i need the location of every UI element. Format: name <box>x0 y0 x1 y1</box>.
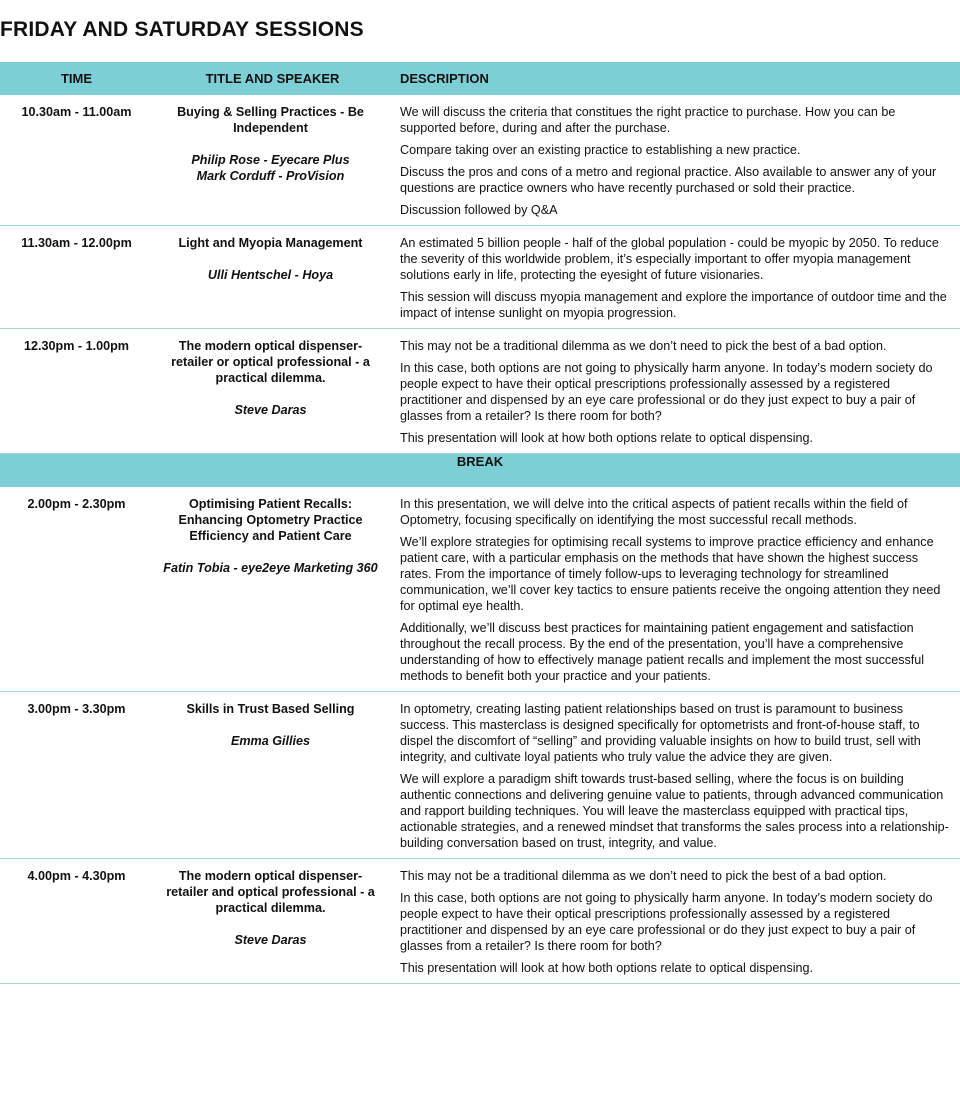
description-paragraph: In this presentation, we will delve into the critical aspects of patient recalls within the field of Optometry, focusing specifically on identifying the most successful recall methods. <box>400 497 908 527</box>
session-description <box>392 859 960 984</box>
description-paragraph: This presentation will look at how both options relate to optical dispensing. <box>400 961 814 975</box>
table-header-row <box>0 62 960 95</box>
description-paragraph: Discussion followed by Q&A <box>400 203 558 217</box>
session-time: 3.00pm - 3.30pm <box>0 692 153 859</box>
description-paragraph: In this case, both options are not going to physically harm anyone. In today’s modern society do people expect to have their optical prescriptions professionally assessed by a registered practitioner and dispensed by an eye care professional or do they just expect to buy a pair of glasses from a retailer? Is there room for both? <box>400 361 933 423</box>
session-speakers <box>163 267 378 283</box>
session-title: Optimising Patient Recalls: Enhancing Optometry Practice Efficiency and Patient Care <box>178 497 363 543</box>
session-speaker: Emma Gillies <box>230 734 311 748</box>
break-row <box>0 454 960 488</box>
description-paragraph: This presentation will look at how both options relate to optical dispensing. <box>400 431 814 445</box>
session-title: The modern optical dispenser-retailer and optical professional - a practical dilemma. <box>166 869 375 915</box>
session-title: The modern optical dispenser-retailer or optical professional - a practical dilemma. <box>171 339 370 385</box>
session-speakers <box>163 402 378 418</box>
session-time: 2.00pm - 2.30pm <box>0 487 153 692</box>
description-paragraph: We’ll explore strategies for optimising recall systems to improve practice efficiency and enhance patient care, with a particular emphasis on the methods that have shown the highest success rates. From the importance of timely follow-ups to leveraging technology for streamlined communication, we’ll cover key tactics to ensure patients receive the ongoing attention they need for optimal eye health. <box>400 535 941 613</box>
session-description <box>392 329 960 454</box>
description-paragraph: Additionally, we’ll discuss best practices for maintaining patient engagement and satisfaction throughout the recall process. By the end of the presentation, you’ll have a comprehensive understanding of how to effectively manage patient recalls and implement the most successful methods to benefit both your practice and your patients. <box>400 621 925 683</box>
sessions-table <box>0 62 960 984</box>
session-title-cell <box>153 226 392 329</box>
session-title-cell <box>153 95 392 226</box>
session-title: Light and Myopia Management <box>178 236 363 250</box>
session-title: Buying & Selling Practices - Be Independent <box>177 105 364 135</box>
description-paragraph: This may not be a traditional dilemma as we don’t need to pick the best of a bad option. <box>400 869 887 883</box>
session-time: 12.30pm - 1.00pm <box>0 329 153 454</box>
session-title-cell <box>153 692 392 859</box>
session-row <box>0 692 960 859</box>
session-speakers <box>163 152 378 184</box>
session-row <box>0 329 960 454</box>
session-speakers <box>163 733 378 749</box>
description-paragraph: Discuss the pros and cons of a metro and regional practice. Also available to answer any of your questions are practice owners who have recently purchased or sold their practice. <box>400 165 937 195</box>
session-speaker: Ulli Hentschel - Hoya <box>207 268 334 282</box>
session-speaker: Steve Daras <box>234 403 307 417</box>
session-speaker: Mark Corduff - ProVision <box>196 169 345 183</box>
description-paragraph: We will discuss the criteria that constitues the right practice to purchase. How you can be supported before, during and after the purchase. <box>400 105 896 135</box>
header-description: DESCRIPTION <box>392 62 960 95</box>
description-paragraph: In optometry, creating lasting patient relationships based on trust is paramount to business success. This masterclass is designed specifically for optometrists and front-of-house staff, to dispel the discomfort of “selling” and providing valuable insights on how to build trust, sell with integrity, and cultivate loyal patients who truly value the advice they are given. <box>400 702 921 764</box>
session-speaker: Philip Rose - Eyecare Plus <box>191 153 350 167</box>
session-title: Skills in Trust Based Selling <box>186 702 355 716</box>
description-paragraph: We will explore a paradigm shift towards trust-based selling, where the focus is on building authentic connections and delivering genuine value to patients, through advanced communication and rapport building techniques. You will leave the masterclass equipped with practical tips, actionable strategies, and a renewed mindset that transforms the sales process into a relationship-building conversation based on trust, integrity, and value. <box>400 772 949 850</box>
session-description <box>392 95 960 226</box>
session-description <box>392 487 960 692</box>
session-description <box>392 692 960 859</box>
session-title-cell <box>153 859 392 984</box>
session-title-cell <box>153 487 392 692</box>
description-paragraph: Compare taking over an existing practice to establishing a new practice. <box>400 143 801 157</box>
session-speakers <box>163 560 378 576</box>
description-paragraph: This session will discuss myopia management and explore the importance of outdoor time and the impact of intense sunlight on myopia progression. <box>400 290 947 320</box>
session-time: 11.30am - 12.00pm <box>0 226 153 329</box>
session-time: 4.00pm - 4.30pm <box>0 859 153 984</box>
session-time: 10.30am - 11.00am <box>0 95 153 226</box>
session-speakers <box>163 932 378 948</box>
header-title-speaker: TITLE AND SPEAKER <box>153 62 392 95</box>
description-paragraph: In this case, both options are not going to physically harm anyone. In today’s modern society do people expect to have their optical prescriptions professionally assessed by a registered practitioner and dispensed by an eye care professional or do they just expect to buy a pair of glasses from a retailer? Is there room for both? <box>400 891 933 953</box>
description-paragraph: An estimated 5 billion people - half of the global population - could be myopic by 2050. To reduce the severity of this worldwide problem, it’s especially important to offer myopia management solutions early in life, protecting the eyesight of future visionaries. <box>400 236 939 282</box>
header-time: TIME <box>0 62 153 95</box>
page-title: FRIDAY AND SATURDAY SESSIONS <box>0 18 364 41</box>
description-paragraph: This may not be a traditional dilemma as we don’t need to pick the best of a bad option. <box>400 339 887 353</box>
session-speaker: Fatin Tobia - eye2eye Marketing 360 <box>163 561 378 575</box>
session-speaker: Steve Daras <box>234 933 307 947</box>
session-row <box>0 95 960 226</box>
session-row <box>0 487 960 692</box>
session-row <box>0 859 960 984</box>
session-description <box>392 226 960 329</box>
session-row <box>0 226 960 329</box>
session-title-cell <box>153 329 392 454</box>
break-label: BREAK <box>0 454 960 488</box>
